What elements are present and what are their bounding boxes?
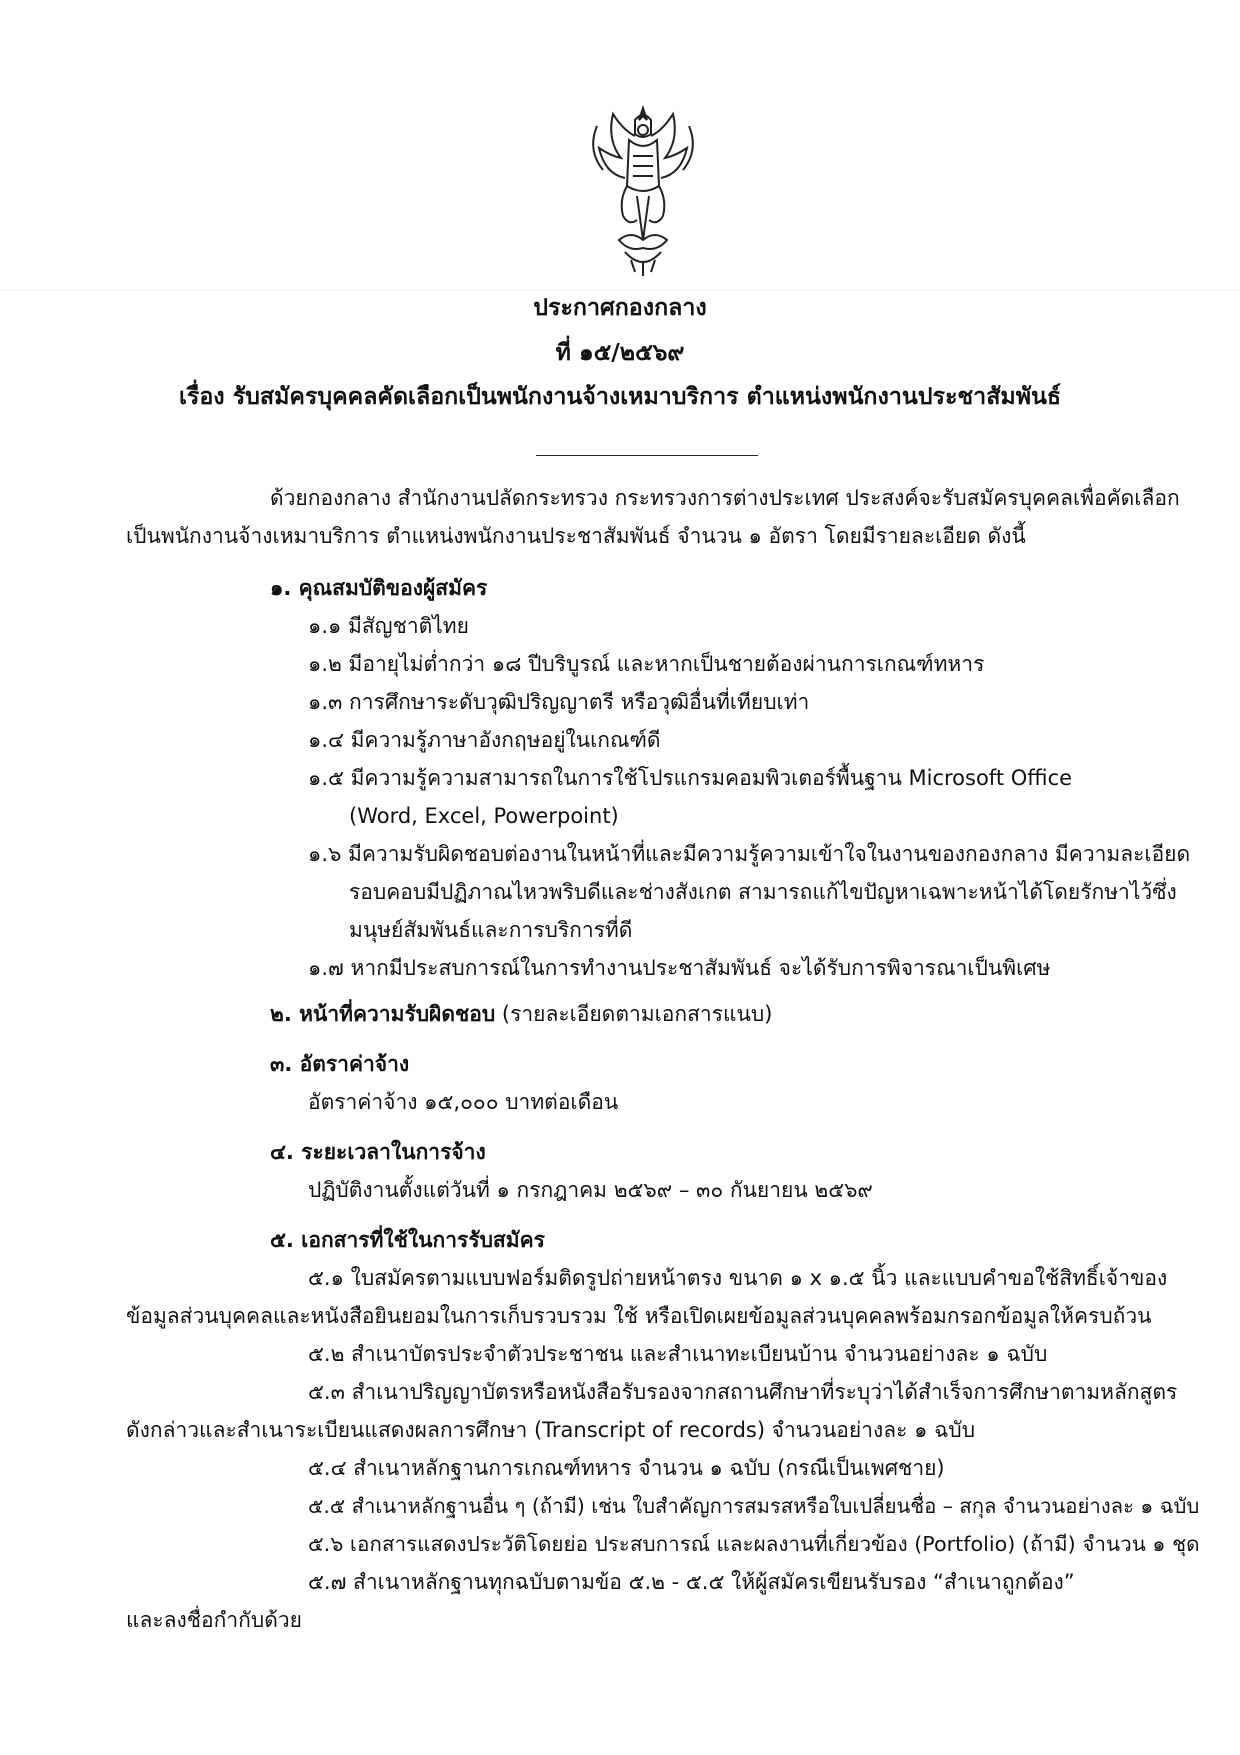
item-1-5-cont: (Word, Excel, Powerpoint) <box>349 804 619 828</box>
item-1-5: ๑.๕ มีความรู้ความสามารถในการใช้โปรแกรมคอมพิวเตอร์พื้นฐาน Microsoft Office <box>308 766 1073 790</box>
item-1-3: ๑.๓ การศึกษาระดับวุฒิปริญญาตรี หรือวุฒิอื่นที่เทียบเท่า <box>308 690 810 714</box>
item-5-7-cont: และลงชื่อกำกับด้วย <box>126 1608 302 1632</box>
item-1-7: ๑.๗ หากมีประสบการณ์ในการทำงานประชาสัมพันธ์ จะได้รับการพิจารณาเป็นพิเศษ <box>308 956 1051 980</box>
announcement-title: ประกาศกองกลาง <box>533 294 707 321</box>
section-3-text: อัตราค่าจ้าง ๑๕,๐๐๐ บาทต่อเดือน <box>308 1090 619 1114</box>
header-divider <box>536 455 758 456</box>
item-5-6: ๕.๖ เอกสารแสดงประวัติโดยย่อ ประสบการณ์ และผลงานที่เกี่ยวข้อง (Portfolio) (ถ้ามี) จำนวน ๑ ชุด <box>308 1532 1200 1556</box>
item-1-1: ๑.๑ มีสัญชาติไทย <box>308 614 469 638</box>
item-5-7: ๕.๗ สำเนาหลักฐานทุกฉบับตามข้อ ๕.๒ - ๕.๕ ให้ผู้สมัครเขียนรับรอง “สำเนาถูกต้อง” <box>308 1570 1075 1594</box>
section-4-heading: ๔. ระยะเวลาในการจ้าง <box>270 1140 486 1164</box>
section-3-heading: ๓. อัตราค่าจ้าง <box>270 1052 410 1076</box>
section-5-heading: ๕. เอกสารที่ใช้ในการรับสมัคร <box>270 1228 545 1252</box>
section-4-text: ปฏิบัติงานตั้งแต่วันที่ ๑ กรกฎาคม ๒๕๖๙ – ๓๐ กันยายน ๒๕๖๙ <box>308 1178 873 1202</box>
item-1-6: ๑.๖ มีความรับผิดชอบต่องานในหน้าที่และมีความรู้ความเข้าใจในงานของกองกลาง มีความละเอียด <box>308 842 1191 866</box>
item-1-6-cont-2: มนุษย์สัมพันธ์และการบริการที่ดี <box>349 918 633 942</box>
item-1-6-cont-1: รอบคอบมีปฏิภาณไหวพริบดีและช่างสังเกต สามารถแก้ไขปัญหาเฉพาะหน้าได้โดยรักษาไว้ซึ่ง <box>349 880 1177 904</box>
item-5-1-cont: ข้อมูลส่วนบุคคลและหนังสือยินยอมในการเก็บรวบรวม ใช้ หรือเปิดเผยข้อมูลส่วนบุคคลพร้อมกรอกข้อมูลให้ครบถ้วน <box>126 1304 1152 1328</box>
section-2-heading: ๒. หน้าที่ความรับผิดชอบ <box>270 1002 496 1026</box>
item-5-1: ๕.๑ ใบสมัครตามแบบฟอร์มติดรูปถ่ายหน้าตรง ขนาด ๑ x ๑.๕ นิ้ว และแบบคำขอใช้สิทธิ์เจ้าของ <box>308 1266 1168 1290</box>
intro-line-2: เป็นพนักงานจ้างเหมาบริการ ตำแหน่งพนักงานประชาสัมพันธ์ จำนวน ๑ อัตรา โดยมีรายละเอียด ดังนี้ <box>126 524 1026 548</box>
section-1-heading: ๑. คุณสมบัติของผู้สมัคร <box>270 576 488 600</box>
item-5-2: ๕.๒ สำเนาบัตรประจำตัวประชาชน และสำเนาทะเบียนบ้าน จำนวนอย่างละ ๑ ฉบับ <box>308 1342 1048 1366</box>
item-5-3-cont: ดังกล่าวและสำเนาระเบียนแสดงผลการศึกษา (Transcript of records) จำนวนอย่างละ ๑ ฉบับ <box>126 1418 976 1442</box>
announcement-number: ที่ ๑๕/๒๕๖๙ <box>555 339 685 366</box>
section-2 <box>270 1000 772 1028</box>
section-2-note: (รายละเอียดตามเอกสารแนบ) <box>501 1002 773 1026</box>
item-5-4: ๕.๔ สำเนาหลักฐานการเกณฑ์ทหาร จำนวน ๑ ฉบับ (กรณีเป็นเพศชาย) <box>308 1456 945 1480</box>
announcement-subject: เรื่อง รับสมัครบุคคลคัดเลือกเป็นพนักงานจ้างเหมาบริการ ตำแหน่งพนักงานประชาสัมพันธ์ <box>178 383 1062 410</box>
item-5-5: ๕.๕ สำเนาหลักฐานอื่น ๆ (ถ้ามี) เช่น ใบสำคัญการสมรสหรือใบเปลี่ยนชื่อ – สกุล จำนวนอย่างละ ๑ ฉบับ <box>308 1494 1200 1518</box>
scan-fold-line <box>0 290 1240 291</box>
intro-line-1: ด้วยกองกลาง สำนักงานปลัดกระทรวง กระทรวงการต่างประเทศ ประสงค์จะรับสมัครบุคคลเพื่อคัดเลือก <box>270 486 1180 510</box>
item-5-3: ๕.๓ สำเนาปริญญาบัตรหรือหนังสือรับรองจากสถานศึกษาที่ระบุว่าได้สำเร็จการศึกษาตามหลักสูตร <box>308 1380 1178 1404</box>
item-1-2: ๑.๒ มีอายุไม่ต่ำกว่า ๑๘ ปีบริบูรณ์ และหากเป็นชายต้องผ่านการเกณฑ์ทหาร <box>308 652 985 676</box>
item-1-4: ๑.๔ มีความรู้ภาษาอังกฤษอยู่ในเกณฑ์ดี <box>308 728 661 752</box>
garuda-emblem-icon <box>583 100 703 280</box>
